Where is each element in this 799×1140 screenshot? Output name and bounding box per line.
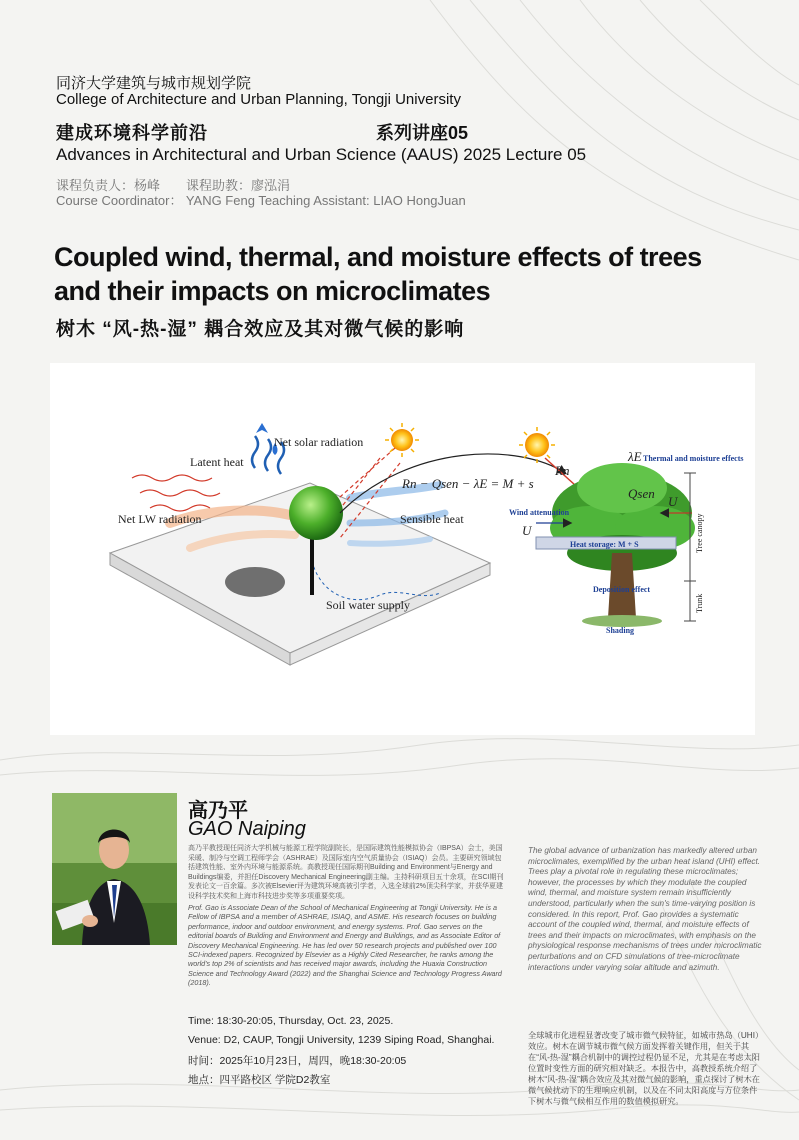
- speaker-bio-cn: 高乃平教授现任同济大学机械与能源工程学院副院长，是国际建筑性能模拟协会（IBPSA）会士，美国采暖、制冷与空调工程师学会（ASHRAE）及国际室内空气质量协会（ISIAQ）会员。主要研究领域包括建筑性能、室外内环境与能源系统。高教授现任国际期刊Building and Environment与Energy and Buildings编委，并担任Discovery Mechanical Engineering副主编。主持科研项目五十余项，在SCI期刊发表论文一百余篇。多次被Elsevier评为建筑环境高被引学者，入选全球前2%顶尖科学家，并获华夏建设科学技术奖和上海市科技进步奖等多项重要奖项。: [188, 845, 504, 900]
- event-time-cn: 时间：2025年10月23日，周四，晚18:30-20:05: [188, 1055, 407, 1067]
- label-qsen: Qsen: [628, 486, 655, 501]
- coordinator-en: Course Coordinator： YANG Feng Teaching Assistant: LIAO HongJuan: [56, 193, 466, 208]
- lw-radiation-waves: [132, 475, 220, 511]
- label-u-left: U: [522, 523, 532, 538]
- label-u-right: U: [668, 494, 678, 509]
- event-venue-en: Venue: D2, CAUP, Tongji University, 1239 Siping Road, Shanghai.: [188, 1034, 495, 1046]
- label-sensible-heat: Sensible heat: [400, 512, 464, 526]
- coordinator-cn: 课程负责人：杨峰 课程助教：廖泓涓: [56, 178, 291, 193]
- label-thermal-moisture: Thermal and moisture effects: [643, 454, 744, 463]
- series-title-en: Advances in Architectural and Urban Science (AAUS) 2025 Lecture 05: [56, 145, 587, 164]
- series-title-cn: 建成环境科学前沿: [56, 123, 208, 143]
- label-net-lw: Net LW radiation: [118, 512, 202, 526]
- label-trunk: Trunk: [695, 593, 704, 613]
- event-time-en: Time: 18:30-20:05, Thursday, Oct. 23, 2025.: [188, 1015, 394, 1027]
- speaker-bio-en: Prof. Gao is Associate Dean of the School of Mechanical Engineering at Tongji University. He is a Fellow of IBPSA and a member of ASHRAE, ISIAQ, and ASME. His research focuses on building performance, indoor and outdoor environment, and energy systems. Prof. Gao serves on the editorial boards of Building and Environment and Energy and Buildings, and as Associate Editor of Discovery Mechanical Engineering. He has led over 50 research projects and published over 100 SCI-indexed papers. Recognized by Elsevier as a Highly Cited Researcher, he ranks among the world's top 2% of scientists and has received major awards, including the Huaxia Construction Science and Technology Award (2022) and the Shanghai Science and Technology Progress Award (2018).: [188, 903, 502, 988]
- lecture-title-cn: 树木 “风-热-湿” 耦合效应及其对微气候的影响: [56, 319, 465, 340]
- energy-equation: Rn − Qsen − λE = M + s: [402, 476, 534, 491]
- label-shading: Shading: [606, 626, 635, 635]
- speaker-name-en: GAO Naiping: [188, 818, 306, 840]
- diagram-svg: [50, 363, 755, 735]
- label-tree-canopy: Tree canopy: [695, 513, 704, 553]
- label-net-solar: Net solar radiation: [274, 435, 364, 449]
- leaf-sphere: [289, 486, 343, 540]
- label-soil-water: Soil water supply: [326, 598, 410, 612]
- shadow: [225, 567, 285, 597]
- lecture-title-en: Coupled wind, thermal, and moisture effects of trees and their impacts on microclimates: [54, 242, 702, 306]
- abstract-en: The global advance of urbanization has markedly altered urban microclimates, exemplified by the urban heat island (UHI) effect. Trees play a pivotal role in regulating these microclimates; however, the processes by which they modulate the coupled wind, thermal, and moisture system remain insufficiently understood, particularly when the sun's time-varying position is considered. In this report, Prof. Gao provides a systematic account of the coupled wind, thermal, and moisture effects of trees and their impacts on microclimates, with emphasis on the physiological response mechanisms of trees under microclimatic perturbations and on CFD simulations of tree-microclimate interactions under varying solar altitude and azimuth.: [528, 846, 762, 972]
- label-wind-attenuation: Wind attenuation: [509, 508, 570, 517]
- institution-en: College of Architecture and Urban Planning, Tongji University: [56, 91, 461, 108]
- label-latent-heat: Latent heat: [190, 455, 244, 469]
- speaker-photo: [52, 793, 177, 945]
- speaker-name-cn: 高乃平: [188, 800, 248, 822]
- label-deposition: Deposition effect: [593, 585, 651, 594]
- lecture-diagram: [50, 363, 755, 735]
- abstract-cn: 全球城市化进程显著改变了城市微气候特征，如城市热岛（UHI）效应。树木在调节城市微气候方面发挥着关键作用，但关于其在“风-热-湿”耦合机制中的调控过程仍显不足，尤其是在考虑太阳位置时变性方面的研究相对缺乏。本报告中，高教授系统介绍了树木“风-热-湿”耦合效应及其对微气候的影响，重点探讨了树木在微气候扰动下的生理响应机制，以及在不同太阳高度与方位条件下树木与微气候相互作用的数值模拟研究。: [528, 1031, 764, 1106]
- label-le: λE: [628, 449, 642, 464]
- series-number-cn: 系列讲座05: [376, 123, 469, 143]
- sun-icon-right: [519, 427, 555, 463]
- event-venue-cn: 地点：四平路校区 学院D2教室: [188, 1074, 331, 1086]
- sun-icon: [385, 423, 419, 457]
- institution-cn: 同济大学建筑与城市规划学院: [56, 75, 252, 92]
- label-rn: Rn: [555, 463, 570, 478]
- label-heat-storage: Heat storage: M + S: [570, 540, 639, 549]
